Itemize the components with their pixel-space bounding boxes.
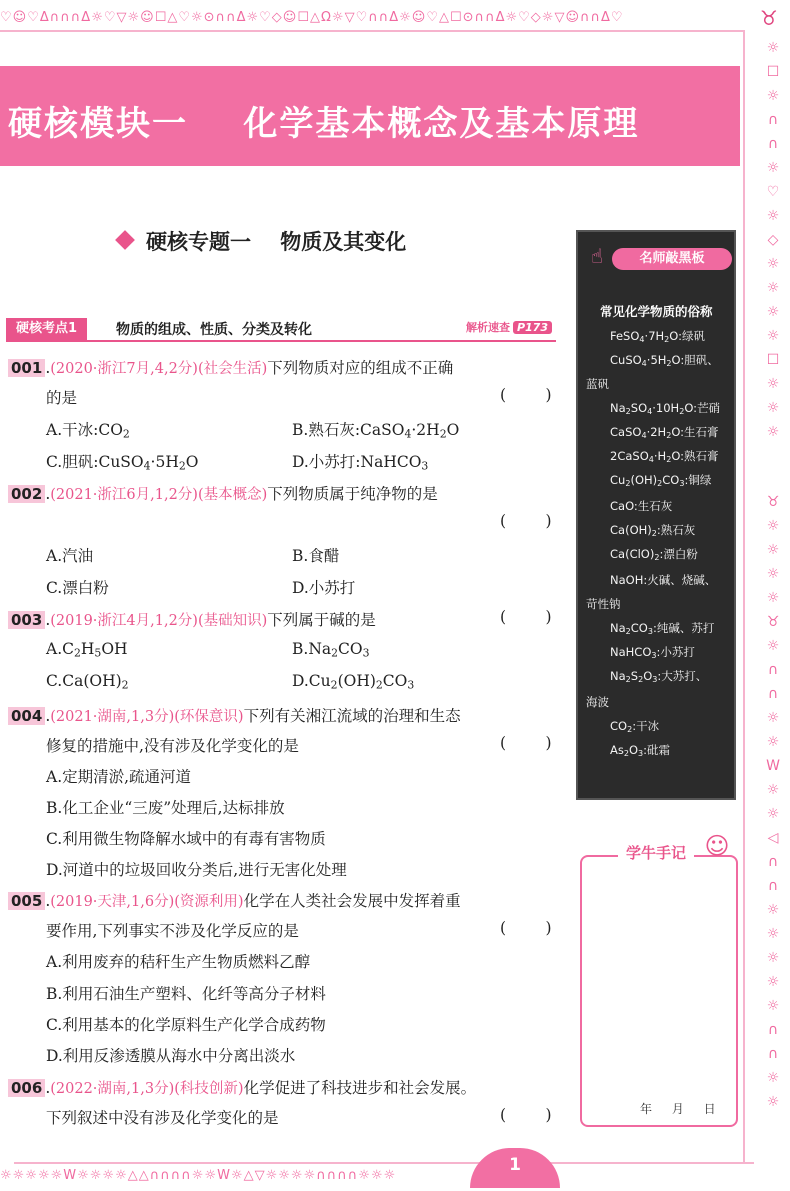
common-name: 漂白粉 [663,547,698,561]
question-003-option-c: $C.Ca(OH)_2$ [46,672,129,692]
decorative-glyph: ☼ [766,280,780,296]
question-001-stem: 001 .(2020·浙江7月,4,2分)(社会生活)下列物质对应的组成不正确 [8,356,453,378]
common-name: 火碱、烧碱、 [647,573,717,587]
common-name: 小苏打 [660,645,695,659]
decorative-glyph: ☼ [766,1094,780,1110]
question-003-stem: 003 .(2019·浙江4月,1,2分)(基础知识)下列属于碱的是 [8,608,376,630]
decorative-glyph: ◁ [767,830,779,846]
question-number: 004 [8,707,45,725]
decorative-glyph: ☼ [766,1070,780,1086]
2caso4-line: $2CaSO_4\cdot H_2O$:熟石膏 [610,449,719,464]
common-name: 纯碱、苏打 [656,621,715,635]
decorative-glyph: ◇ [767,232,779,248]
question-source: (2021·湖南,1,3分)(环保意识) [50,709,244,725]
decorative-glyph: ∩ [767,136,779,152]
module-title: 硬核模块一 化学基本概念及基本原理 [8,104,640,144]
question-003-option-a: $A.C_2H_5OH$ [46,640,128,660]
decorative-glyph: ☼ [766,256,780,272]
question-001-option-a: A.干冰$:CO_2$ [46,421,130,441]
answer-blank: ( ) [500,512,552,530]
decorative-glyph: ☼ [766,328,780,344]
question-005-stem: 005 .(2019·天津,1,6分)(资源利用)化学在人类社会发展中发挥着重 [8,889,461,911]
decorative-glyph: ☼ [766,304,780,320]
question-005-option-b: B.利用石油生产塑料、化纤等高分子材料 [46,985,326,1003]
decorative-glyph: ☼ [766,926,780,942]
question-004-stem: 004 .(2021·湖南,1,3分)(环保意识)下列有关湘江流域的治理和生态 [8,704,461,726]
common-name: 熟石膏 [684,449,719,463]
caso4-2h2o-line: $CaSO_4\cdot 2H_2O$:生石膏 [610,425,719,440]
question-002-option-b: B.食醋 [292,547,340,565]
decorative-glyph: ∩ [767,1022,779,1038]
question-004-option-b: B.化工企业“三废”处理后,达标排放 [46,799,285,817]
option-text: B.Na [292,640,332,658]
question-001-option-b: B.熟石灰$:CaSO_4\cdot 2H_2O$ [292,421,460,441]
question-001-option-d: D.小苏打:NaHCO$_3$ [292,453,429,473]
co2-line: $CO_2$:干冰 [610,719,660,734]
decorative-glyph: ☼ [766,88,780,104]
decorative-glyph: ☼ [766,998,780,1014]
common-name: 大苏打、 [661,669,708,683]
topic-title [118,226,406,256]
common-name: 生石膏 [684,425,719,439]
answer-blank: ( ) [500,1106,552,1124]
decorative-glyph: ☼ [766,782,780,798]
naoh-line: NaOH:火碱、烧碱、 [610,573,717,587]
question-005-option-c: C.利用基本的化学原料生产化学合成药物 [46,1016,326,1034]
common-name: 绿矾 [682,329,706,343]
frame-bottom-line [14,1162,754,1164]
common-name: 胆矾、 [684,353,719,367]
ox-head-icon: ♉ [760,6,778,30]
decorative-glyph: ♉ [766,494,780,510]
decorative-glyph: ∩ [767,662,779,678]
question-004-option-a: A.定期清淤,疏通河道 [46,768,192,786]
question-002-option-a: A.汽油 [46,547,94,565]
answer-reference [466,319,552,335]
answer-reference-page: P173 [513,321,552,334]
common-name: 芒硝 [697,401,721,415]
decorative-glyph: ∩ [767,1046,779,1062]
question-source: (2019·天津,1,6分)(资源利用) [50,894,244,910]
option-text: C.胆矾:CuSO [46,453,144,471]
option-text: A.干冰:CO [46,421,123,439]
decorative-glyph: ☼ [766,160,780,176]
cu2oh2co3-line: $Cu_2(OH)_2CO_3$:铜绿 [610,473,712,488]
option-text: D.小苏打:NaHCO [292,453,422,471]
common-name: 生石灰 [637,499,673,513]
question-005-option-a: A.利用废弃的秸秆生产生物质燃料乙醇 [46,953,311,971]
decorative-glyph: ☼ [766,40,780,56]
decorative-glyph: ☼ [766,710,780,726]
common-name: 砒霜 [647,743,671,757]
decorative-glyph: ☼ [766,376,780,392]
bottom-decorative-border: ☼☼☼☼☼W☼☼☼☼△△∩∩∩∩☼☼W☼△▽☼☼☼☼∩∩∩∩☼☼☼ [0,1168,397,1183]
question-number: 002 [8,485,45,503]
question-text: 下列物质对应的组成不正确 [267,359,454,377]
question-002-option-d: D.小苏打 [292,579,356,597]
decorative-glyph: ☼ [766,542,780,558]
feso4-line: $FeSO_4\cdot 7H_2O$:绿矾 [610,329,706,344]
answer-blank: ( ) [500,386,552,404]
cuso4-line: $CuSO_4\cdot 5H_2O$:胆矾、 [610,353,719,368]
decorative-glyph: ☼ [766,566,780,582]
decorative-glyph: ♉ [766,614,780,630]
question-source: (2022·湖南,1,3分)(科技创新) [50,1081,244,1097]
decorative-glyph: ∩ [767,112,779,128]
decorative-glyph: ☼ [766,400,780,416]
na2co3-line: $Na_2CO_3$:纯碱、苏打 [610,621,715,636]
question-001-stem-cont: 的是 [46,389,78,407]
decorative-glyph: ☼ [766,950,780,966]
option-text: D.Cu [292,672,331,690]
question-005-option-d: D.利用反渗透膜从海水中分离出淡水 [46,1047,296,1065]
decorative-glyph: ☼ [766,974,780,990]
decorative-glyph: ☼ [766,424,780,440]
decorative-glyph: ☼ [766,734,780,750]
decorative-glyph: ☐ [766,352,780,368]
answer-blank: ( ) [500,734,552,752]
top-decorative-border: ♡☺♡Δ∩∩∩Δ☼♡▽☼☺☐△♡☼⊙∩∩Δ☼♡◇☺☐△Ω☼▽♡∩∩Δ☼☺♡△☐⊙∩∩Δ☼♡◇☼▽☺∩∩Δ♡ [0,10,624,25]
question-004-option-d: D.河道中的垃圾回收分类后,进行无害化处理 [46,861,347,879]
decorative-glyph: ☼ [766,208,780,224]
common-name: 熟石灰 [660,523,696,537]
common-name: 干冰 [636,719,660,733]
frame-top-line [0,30,745,32]
page-number: 1 [470,1148,560,1188]
question-source: (2019·浙江4月,1,2分)(基础知识) [50,613,268,629]
na2s2o3-line-cont: 海波 [586,695,609,709]
decorative-glyph: ☐ [766,64,780,80]
diamond-icon [115,230,135,250]
question-004-option-c: C.利用微生物降解水域中的有毒有害物质 [46,830,326,848]
keypoint-tag: 硬核考点1 [6,318,87,340]
question-003-option-d: $D.Cu_2(OH)_2CO_3$ [292,672,415,692]
common-name: 铜绿 [688,473,712,487]
decorative-glyph: ☼ [766,638,780,654]
decorative-glyph: ∩ [767,878,779,894]
teacher-tip-header [582,244,736,272]
question-text: 化学促进了科技进步和社会发展。 [243,1079,477,1097]
cuso4-line-cont: 蓝矾 [586,377,609,391]
teacher-tip-title: 常见化学物质的俗称 [600,304,713,319]
pointing-hand-icon: ☝ [590,244,604,268]
decorative-glyph: ☼ [766,518,780,534]
question-source: (2020·浙江7月,4,2分)(社会生活) [50,361,268,377]
na2s2o3-line: $Na_2S_2O_3$:大苏打、 [610,669,708,684]
student-notes-title: 学牛手记 [618,840,694,865]
frame-right-line [743,30,745,1162]
cao-line: CaO:生石灰 [610,499,673,513]
question-number: 005 [8,892,45,910]
na2so4-line: $Na_2SO_4\cdot 10H_2O$:芒硝 [610,401,721,416]
decorative-glyph: ∩ [767,686,779,702]
decorative-glyph: W [766,758,780,774]
right-decorative-column-top [760,36,786,456]
question-005-stem-cont: 要作用,下列事实不涉及化学反应的是 [46,922,299,940]
as2o3-line: $As_2O_3$:砒霜 [610,743,671,758]
question-006-stem: 006 .(2022·湖南,1,3分)(科技创新)化学促进了科技进步和社会发展。 [8,1076,476,1098]
question-text: 下列物质属于纯净物的是 [267,485,438,503]
question-text: 化学在人类社会发展中发挥着重 [243,892,461,910]
caclo2-line: $Ca(ClO)_2$:漂白粉 [610,547,698,562]
naoh-line-cont: 苛性钠 [586,597,621,611]
question-number: 001 [8,359,45,377]
decorative-glyph: ♡ [766,184,780,200]
question-text: 下列有关湘江流域的治理和生态 [243,707,461,725]
right-decorative-column-bottom [760,490,786,1150]
cartoon-face-icon: ☺ [704,832,730,860]
question-002-stem: 002 .(2021·浙江6月,1,2分)(基本概念)下列物质属于纯净物的是 [8,482,438,504]
option-text: B.熟石灰:CaSO [292,421,405,439]
decorative-glyph: ☼ [766,902,780,918]
topic-title-text: 硬核专题一 物质及其变化 [146,230,407,254]
answer-blank: ( ) [500,608,552,626]
caoh2-line: $Ca(OH)_2$:熟石灰 [610,523,696,538]
teacher-tip-label: 名师敲黑板 [612,248,732,270]
keypoint-title: 物质的组成、性质、分类及转化 [116,322,312,338]
decorative-glyph: ☼ [766,806,780,822]
notes-date-label: 年 月 日 [640,1102,716,1116]
question-006-stem-cont: 下列叙述中没有涉及化学变化的是 [46,1109,279,1127]
question-text: 下列属于碱的是 [267,611,376,629]
decorative-glyph: ∩ [767,854,779,870]
question-001-option-c: C.胆矾$:CuSO_4\cdot 5H_2O$ [46,453,199,473]
option-text: A.C [46,640,74,658]
question-number: 003 [8,611,45,629]
nahco3-line: NaHCO$_3$:小苏打 [610,645,695,660]
question-002-option-c: C.漂白粉 [46,579,109,597]
answer-reference-label: 解析速查 [465,321,510,334]
decorative-glyph: ☼ [766,590,780,606]
question-source: (2021·浙江6月,1,2分)(基本概念) [50,487,268,503]
student-notes-box[interactable] [580,855,738,1127]
answer-blank: ( ) [500,919,552,937]
keypoint-bar [6,316,556,342]
question-number: 006 [8,1079,45,1097]
option-text: C.Ca(OH) [46,672,122,690]
question-004-stem-cont: 修复的措施中,没有涉及化学变化的是 [46,737,299,755]
question-003-option-b: $B.Na_2CO_3$ [292,640,370,660]
